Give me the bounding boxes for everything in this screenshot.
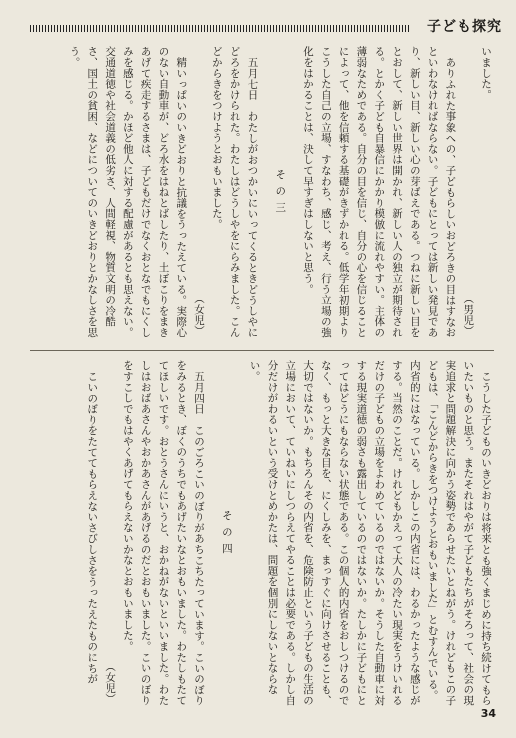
paragraph-commentary-4: こいのぼりをたててもらえないさびしさをうったえたものにちが bbox=[86, 370, 99, 684]
section-heading-4: その四 bbox=[220, 510, 233, 560]
paragraph-intro: いました。 bbox=[480, 46, 492, 100]
paragraph-commentary-1: ありふれた事象への、子どもらしいおどろきの目はすなおといわなければならない。子どもにとっては新しい発見であり、新しい目、新しい心の芽ばえである。つねに新しい目をとおして、新しい世界は開かれ、新しい人の独立が期待される。とかく子ども自暴信にかかり模倣に流れやすい。主体の薄弱なためである。自分の目を信じ、自分の心を信じることによって、他を信頼する基礎がきずかれる。低学年初期よりこうした自己の立場、すなわち、感じ、考え、行う立場の強化をはかることは、決して早すぎはしないと思う。 bbox=[302, 46, 457, 338]
page-number: 34 bbox=[480, 707, 496, 720]
paragraph-diary-entry: 五月七日 わたしがおつかいにいってくるときどうしやにどろをかけられた。わたしはどうしやをにらみました。こんどからきをつけようとおもいました。 bbox=[210, 46, 259, 338]
running-header-title: 子ども探究 bbox=[427, 19, 502, 35]
top-text-block bbox=[28, 46, 494, 342]
section-heading-3: その三 bbox=[274, 169, 287, 219]
paragraph-diary-entry-2: 五月四日 このごろこいのぼりがあちこちたっています。こいのぼりをみるとき、ぼくのうちでもあげたいなとおもいました。わたしもたててほしいです。おとうさんにいうと、おかねがないといいました。わたしはおばあさんやおかあさんがあげるのだとおもいました。こいのぼりをすこしでもはやくあげてもらえないかなとおもいました。 bbox=[121, 360, 206, 706]
header-rule bbox=[30, 25, 410, 32]
paragraph-commentary-3: こうした子どものいきどおりは将来とも強くまじめに持ち続けてもらいたいものと思う。またそれはやがて子どもたちがそろって、社会の現実追求と問題解決に向かう姿勢であらせたいとねがう。けれどもこの子どもは、「こんどからきをつけようとおもいました」とむすんでいる。内省的にはなっている。しかしこの内省には、わるかったような感じがする。当然のことだ。けれどもかえって大人の冷たい現実をうけいれるだけの子どもの立場をよわめているのではないか。そうした自動車に対する現実道徳の弱さも露出しているのではないか。たしかに子どもにとってはどうにもならない状態である。この個人的内省をおしつけるのでなく、もっと大きな目を、にくしみを、まっすぐに向けさせることも、大切ではないか。もちろんその内省を、危険防止という子どもの生活の立場において、ていねいにしつらえてやることは必要である。しかし自分だけがわるいという受けとめかたは、問題を個別にしないとならない。 bbox=[248, 360, 492, 706]
section-divider bbox=[30, 350, 494, 351]
paragraph-commentary-2: 精いっぱいのいきどおりと抗議をうったえている。実際心のない自動車が、どろ水をはねとばしたり、土ぼこりをまきあげて疾走するさまは、子どもだけでなくおとなでもにくしみを感じる。かほど他人に対する配慮があるとも思えない。交通道徳や社会道義の低劣さ、人間軽視、物質文明の冷酷さ、国土の貧困、などについてのいきどおりとかなしさを思う。 bbox=[68, 46, 188, 338]
author-note: （女児） bbox=[193, 292, 206, 336]
author-note: （女児） bbox=[104, 660, 117, 704]
bottom-text-block bbox=[28, 360, 494, 710]
author-note: （男児） bbox=[462, 292, 475, 336]
